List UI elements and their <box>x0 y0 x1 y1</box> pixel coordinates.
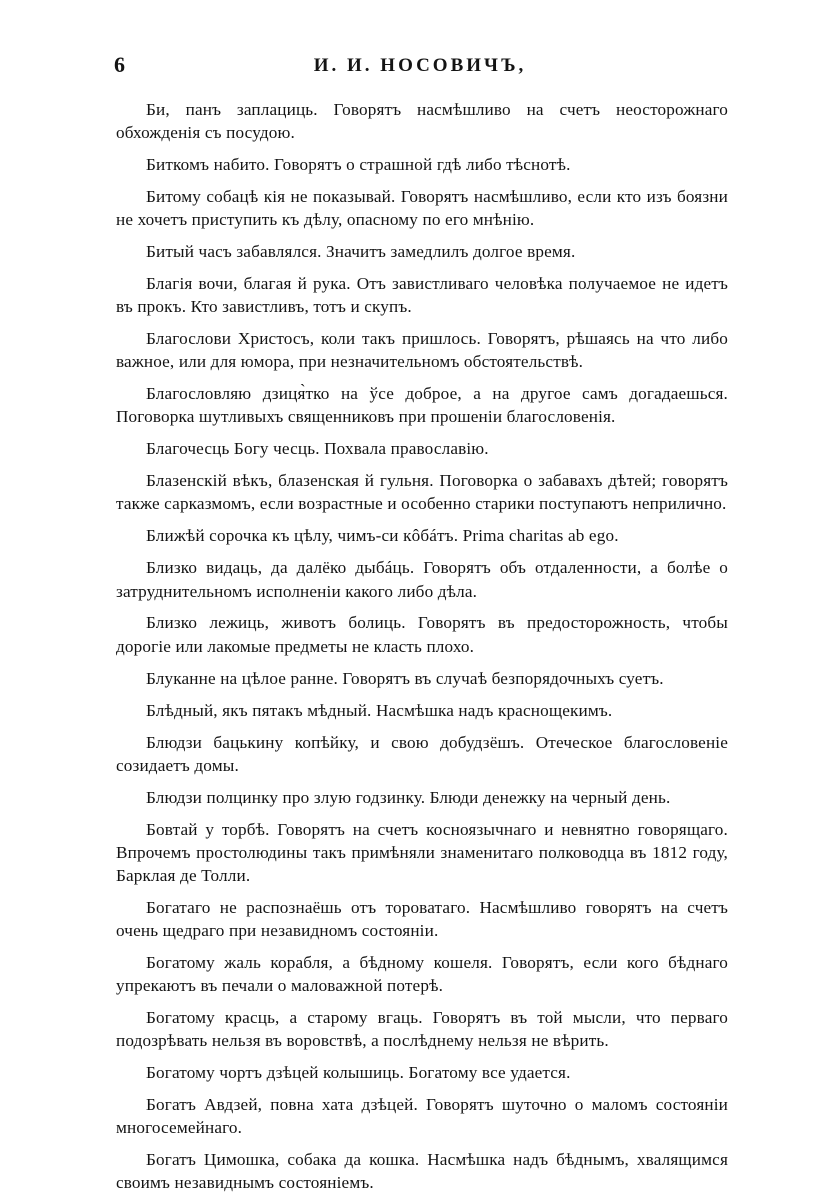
proverb-entry: Богатъ Цимошка, собака да кошка. Насмѣшка надъ бѣднымъ, хвалящимся своимъ незавиднымъ состояніемъ. <box>116 1150 728 1193</box>
proverb-entry: Богатому красць, а старому вгаць. Говорятъ въ той мысли, что перваго подозрѣвать нельзя въ воровствѣ, а послѣднему нельзя не вѣрить. <box>116 1007 728 1051</box>
proverb-list <box>116 98 728 1203</box>
proverb-entry: Благослови Христосъ, коли такъ пришлось. Говорятъ, рѣшаясь на что либо важное, или для юмора, при незначительномъ обстоятельствѣ. <box>116 329 728 372</box>
proverb-entry: Благія вочи, благая й рука. Отъ завистливаго человѣка получаемое не идетъ въ прокъ. Кто завистливъ, тотъ и скупъ. <box>116 274 728 317</box>
proverb-entry: Богатаго не распознаёшь отъ тороватаго. Насмѣшливо говорятъ на счетъ очень щедраго при незавидномъ состояніи. <box>116 897 728 940</box>
proverb-entry: Блюдзи бацькину копѣйку, и свою добудзёшъ. Отеческое благословеніе созидаетъ домы. <box>116 732 728 775</box>
proverb-entry: Блуканне на цѣлое ранне. Говорятъ въ случаѣ безпорядочныхъ суетъ. <box>146 668 664 688</box>
proverb-entry: Битый часъ забавлялся. Значитъ замедлилъ долгое время. <box>146 242 576 262</box>
proverb-entry: Би, панъ заплациць. Говорятъ насмѣшливо на счетъ неосторожнаго обхожденія съ посудою. <box>116 100 728 143</box>
proverb-entry: Блѣдный, якъ пятакъ мѣдный. Насмѣшка надъ краснощекимъ. <box>146 700 613 720</box>
proverb-entry: Биткомъ набито. Говорятъ о страшной гдѣ либо тѣснотѣ. <box>146 155 571 175</box>
proverb-entry: Близко лежиць, животъ болиць. Говорятъ въ предосторожность, чтобы дорогіе или лакомые предметы не класть плохо. <box>116 613 728 656</box>
proverb-entry: Богатому чортъ дзѣцей колышиць. Богатому все удается. <box>146 1063 571 1082</box>
proverb-entry: Бовтай у торбѣ. Говорятъ на счетъ косноязычнаго и невнятно говорящаго. Впрочемъ простолюдины такъ примѣняли знаменитаго полководца въ 1812 году, Барклая де Толли. <box>116 819 728 885</box>
proverb-entry: Битому собацѣ кія не показывай. Говорятъ насмѣшливо, если кто изъ боязни не хочетъ приступить къ дѣлу, опасному по его мнѣнію. <box>116 187 728 230</box>
proverb-entry: Блюдзи полцинку про злую годзинку. Блюди денежку на черный день. <box>146 787 671 807</box>
proverb-entry: Блазенскій вѣкъ, блазенская й гульня. Поговорка о забавахъ дѣтей; говорятъ также сарказмомъ, если возрастные и особенно старики поступаютъ неприлично. <box>116 471 728 514</box>
proverb-entry: Ближѣй сорочка къ цѣлу, чимъ-си кôбáтъ. Prima charitas ab ego. <box>146 526 619 546</box>
proverb-entry: Богатъ Авдзей, повна хата дзѣцей. Говорятъ шуточно о маломъ состояніи многосемейнаго. <box>116 1094 728 1138</box>
proverb-entry: Богатому жаль корабля, а бѣдному кошеля. Говорятъ, если кого бѣднаго упрекаютъ въ печали о маловажной потерѣ. <box>116 952 728 995</box>
proverb-entry: Близко видаць, да далёко дыбáць. Говорятъ объ отдаленности, а болѣе о затруднительномъ исполненіи какого либо дѣла. <box>116 558 728 601</box>
running-title: И. И. НОСОВИЧЪ, <box>313 55 527 76</box>
page-number: 6 <box>114 52 125 77</box>
proverb-entry: Благословляю дзиця̀тко на ўсе доброе, а на другое самъ догадаешься. Поговорка шутливыхъ священниковъ при прошеніи благословенія. <box>116 384 728 427</box>
proverb-entry: Благочесць Богу чесць. Похвала православію. <box>146 439 489 459</box>
